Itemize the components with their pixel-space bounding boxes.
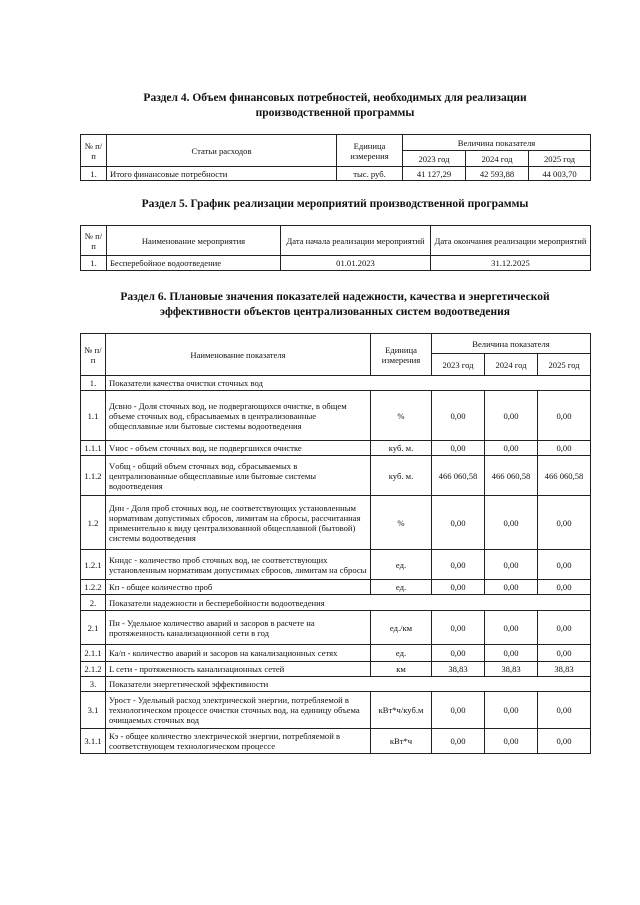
cell-2023: 0,00	[432, 550, 485, 580]
section-row	[81, 677, 591, 692]
table-row	[81, 496, 591, 550]
cell-name: Кп - общее количество проб	[106, 580, 371, 595]
cell-unit: ед.	[371, 550, 432, 580]
cell-unit: тыс. руб.	[337, 167, 403, 181]
cell-num: 1.	[81, 376, 106, 391]
cell-2024: 0,00	[485, 391, 538, 441]
cell-unit: %	[371, 496, 432, 550]
cell-2025: 0,00	[538, 550, 591, 580]
cell-2025: 0,00	[538, 580, 591, 595]
cell-2025: 44 003,70	[529, 167, 591, 181]
table-row	[81, 611, 591, 645]
cell-start: 01.01.2023	[281, 256, 431, 271]
cell-unit: км	[371, 662, 432, 677]
cell-2025: 38,83	[538, 662, 591, 677]
header-2023: 2023 год	[403, 151, 466, 167]
cell-2025: 0,00	[538, 692, 591, 729]
cell-2025: 0,00	[538, 496, 591, 550]
table-row	[81, 692, 591, 729]
header-num: № п/п	[81, 226, 107, 256]
cell-name: Днн - Доля проб сточных вод, не соответствующих установленным нормативам допустимых сбросов, лимитам на сбросы, рассчитанная применительно к виду централизованной общесплавной (бытовой) системы водоотведения	[106, 496, 371, 550]
section5-table	[80, 225, 591, 271]
cell-num: 1.1.2	[81, 456, 106, 496]
section4-title-line2: производственной программы	[255, 107, 415, 119]
cell-num: 2.	[81, 595, 106, 611]
cell-name: Vобщ - общий объем сточных вод, сбрасываемых в централизованные общесплавные или бытовые системы водоотведения	[106, 456, 371, 496]
cell-num: 3.1	[81, 692, 106, 729]
table-row	[81, 662, 591, 677]
table-row	[81, 456, 591, 496]
cell-2025: 0,00	[538, 645, 591, 662]
cell-section-name: Показатели надежности и бесперебойности водоотведения	[106, 595, 591, 611]
header-value: Величина показателя	[403, 135, 591, 151]
header-item: Статьи расходов	[107, 135, 337, 167]
cell-2023: 0,00	[432, 692, 485, 729]
header-2025: 2025 год	[529, 151, 591, 167]
cell-2024: 42 593,88	[466, 167, 529, 181]
header-start: Дата начала реализации мероприятий	[281, 226, 431, 256]
section6-table	[80, 333, 591, 754]
section-row	[81, 376, 591, 391]
table-row	[81, 580, 591, 595]
section6-title	[60, 290, 610, 320]
cell-item: Итого финансовые потребности	[107, 167, 337, 181]
cell-name: Кнндс - количество проб сточных вод, не соответствующих установленным нормативам допустимых сбросов, лимитам на сбросы	[106, 550, 371, 580]
cell-2024: 0,00	[485, 441, 538, 456]
cell-2025: 0,00	[538, 391, 591, 441]
header-name: Наименование мероприятия	[107, 226, 281, 256]
cell-unit: %	[371, 391, 432, 441]
cell-num: 3.1.1	[81, 729, 106, 754]
cell-2025: 0,00	[538, 441, 591, 456]
section4-table	[80, 134, 591, 181]
header-unit: Единица измерения	[337, 135, 403, 167]
header-unit: Единица измерения	[371, 334, 432, 376]
cell-2024: 0,00	[485, 496, 538, 550]
table-row	[81, 256, 591, 271]
cell-unit: кВт*ч	[371, 729, 432, 754]
cell-2023: 0,00	[432, 580, 485, 595]
table-row	[81, 550, 591, 580]
cell-2023: 41 127,29	[403, 167, 466, 181]
header-num: № п/п	[81, 334, 106, 376]
section4-title-line1: Раздел 4. Объем финансовых потребностей, необходимых для реализации	[143, 92, 527, 104]
cell-2023: 0,00	[432, 611, 485, 645]
cell-name: Урост - Удельный расход электрической энергии, потребляемой в технологическом процессе очистки сточных вод, на единицу объема очищаемых сточных вод	[106, 692, 371, 729]
section4-title	[60, 91, 610, 121]
cell-name: Дсвно - Доля сточных вод, не подвергающихся очистке, в общем объеме сточных вод, сбрасываемых в централизованные общесплавные или бытовые системы водоотведения	[106, 391, 371, 441]
cell-num: 3.	[81, 677, 106, 692]
cell-2023: 0,00	[432, 729, 485, 754]
cell-2024: 0,00	[485, 645, 538, 662]
cell-name: Vнос - объем сточных вод, не подвергшихся очистке	[106, 441, 371, 456]
cell-name: Пн - Удельное количество аварий и засоров в расчете на протяженность канализационной сети в год	[106, 611, 371, 645]
cell-num: 1.1.1	[81, 441, 106, 456]
cell-num: 2.1.2	[81, 662, 106, 677]
header-num: № п/п	[81, 135, 107, 167]
cell-unit: кВт*ч/куб.м	[371, 692, 432, 729]
table-row	[81, 391, 591, 441]
cell-2023: 0,00	[432, 391, 485, 441]
cell-2024: 0,00	[485, 729, 538, 754]
cell-end: 31.12.2025	[431, 256, 591, 271]
table-row	[81, 441, 591, 456]
cell-section-name: Показатели качества очистки сточных вод	[106, 376, 591, 391]
section5-title: Раздел 5. График реализации мероприятий производственной программы	[141, 198, 529, 210]
cell-2023: 0,00	[432, 645, 485, 662]
cell-2024: 0,00	[485, 692, 538, 729]
cell-num: 1.	[81, 167, 107, 181]
section6-title-line1: Раздел 6. Плановые значения показателей надежности, качества и энергетической	[120, 291, 550, 303]
table-row	[81, 167, 591, 181]
cell-unit: куб. м.	[371, 456, 432, 496]
cell-num: 1.2	[81, 496, 106, 550]
cell-unit: куб. м.	[371, 441, 432, 456]
table-row	[81, 729, 591, 754]
header-value: Величина показателя	[432, 334, 591, 354]
cell-section-name: Показатели энергетической эффективности	[106, 677, 591, 692]
cell-2025: 0,00	[538, 611, 591, 645]
cell-2023: 0,00	[432, 496, 485, 550]
cell-unit: ед.	[371, 580, 432, 595]
cell-name: L сети - протяженность канализационных сетей	[106, 662, 371, 677]
cell-2023: 38,83	[432, 662, 485, 677]
cell-2024: 466 060,58	[485, 456, 538, 496]
table-row	[81, 645, 591, 662]
cell-name: Ка/п - количество аварий и засоров на канализационных сетях	[106, 645, 371, 662]
section-row	[81, 595, 591, 611]
cell-num: 1.1	[81, 391, 106, 441]
header-name: Наименование показателя	[106, 334, 371, 376]
cell-2023: 466 060,58	[432, 456, 485, 496]
cell-num: 1.	[81, 256, 107, 271]
section6-title-line2: эффективности объектов централизованных систем водоотведения	[160, 306, 510, 318]
cell-num: 1.2.2	[81, 580, 106, 595]
cell-2025: 0,00	[538, 729, 591, 754]
header-2025: 2025 год	[538, 354, 591, 376]
header-end: Дата окончания реализации мероприятий	[431, 226, 591, 256]
cell-unit: ед.	[371, 645, 432, 662]
cell-unit: ед./км	[371, 611, 432, 645]
cell-num: 2.1.1	[81, 645, 106, 662]
cell-num: 2.1	[81, 611, 106, 645]
cell-num: 1.2.1	[81, 550, 106, 580]
header-2024: 2024 год	[485, 354, 538, 376]
header-2023: 2023 год	[432, 354, 485, 376]
cell-2023: 0,00	[432, 441, 485, 456]
cell-2024: 38,83	[485, 662, 538, 677]
cell-2024: 0,00	[485, 611, 538, 645]
cell-2024: 0,00	[485, 550, 538, 580]
cell-name: Кэ - общее количество электрической энергии, потребляемой в соответствующем технологическом процессе	[106, 729, 371, 754]
cell-2025: 466 060,58	[538, 456, 591, 496]
header-2024: 2024 год	[466, 151, 529, 167]
cell-name: Бесперебойное водоотведение	[107, 256, 281, 271]
cell-2024: 0,00	[485, 580, 538, 595]
